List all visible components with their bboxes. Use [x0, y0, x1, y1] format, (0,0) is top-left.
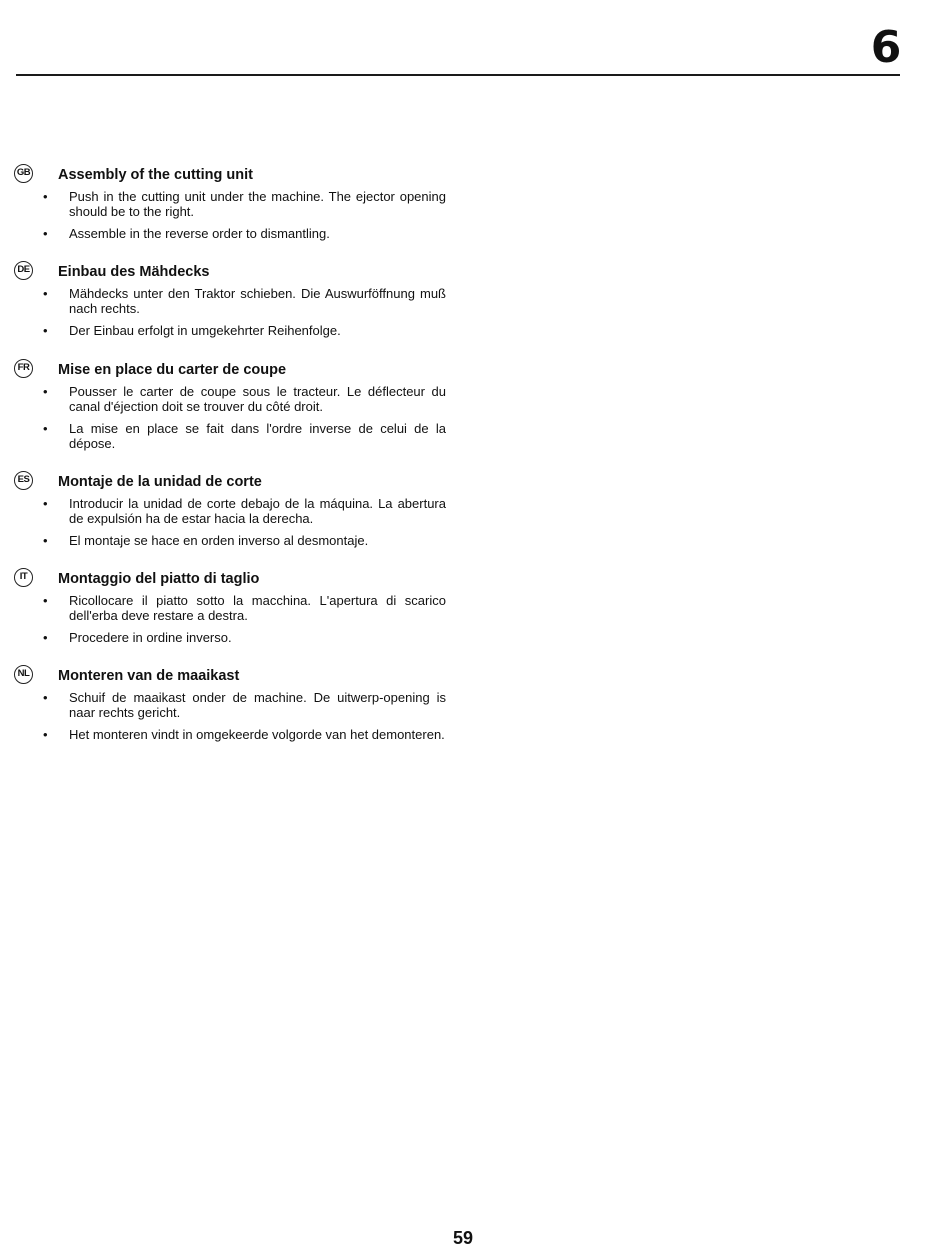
list-item: • Push in the cutting unit under the machine. The ejector opening should be to the right. [43, 189, 446, 219]
section-it [14, 571, 446, 652]
list-item: • Procedere in ordine inverso. [43, 630, 232, 645]
section-title: Assembly of the cutting unit [58, 167, 253, 183]
section-title: Montaggio del piatto di taglio [58, 571, 260, 587]
header-rule [16, 74, 900, 76]
bullet-icon: • [43, 286, 48, 301]
section-title: Monteren van de maaikast [58, 668, 240, 684]
section-de [14, 264, 446, 345]
section-header [14, 264, 446, 286]
section-title: Mise en place du carter de coupe [58, 362, 287, 378]
section-header [14, 668, 446, 690]
bullet-icon: • [43, 189, 48, 204]
section-title: Einbau des Mähdecks [58, 264, 210, 280]
bullet-icon: • [43, 226, 48, 241]
list-item: • Assemble in the reverse order to dismantling. [43, 226, 330, 241]
list-item: • Pousser le carter de coupe sous le tracteur. Le déflecteur du canal d'éjection doit se trouver du côté droit. [43, 384, 446, 414]
section-header [14, 474, 446, 496]
language-badge-it-icon: IT [14, 568, 33, 587]
bullet-icon: • [43, 630, 48, 645]
section-nl [14, 668, 446, 749]
section-es [14, 474, 446, 555]
section-gb [14, 167, 446, 248]
bullet-icon: • [43, 496, 48, 511]
list-item: • Der Einbau erfolgt in umgekehrter Reihenfolge. [43, 323, 341, 338]
bullet-icon: • [43, 727, 48, 742]
language-badge-de-icon: DE [14, 261, 33, 280]
bullet-icon: • [43, 421, 48, 436]
bullet-icon: • [43, 593, 48, 608]
instruction-list [14, 384, 446, 451]
page-number: 59 [452, 1228, 474, 1248]
list-item: • Het monteren vindt in omgekeerde volgorde van het demonteren. [43, 727, 445, 742]
instruction-list [14, 496, 446, 548]
bullet-icon: • [43, 384, 48, 399]
section-fr [14, 362, 446, 458]
bullet-icon: • [43, 533, 48, 548]
bullet-icon: • [43, 690, 48, 705]
list-item: • Introducir la unidad de corte debajo de la máquina. La abertura de expulsión ha de estar hacia la derecha. [43, 496, 446, 526]
list-item: • El montaje se hace en orden inverso al desmontaje. [43, 533, 369, 548]
language-badge-gb-icon: GB [14, 164, 33, 183]
language-badge-nl-icon: NL [14, 665, 33, 684]
section-header [14, 362, 446, 384]
section-header [14, 167, 446, 189]
instruction-list [14, 593, 446, 645]
language-badge-fr-icon: FR [14, 359, 33, 378]
list-item: • La mise en place se fait dans l'ordre inverse de celui de la dépose. [43, 421, 446, 451]
chapter-number: 6 [870, 22, 902, 73]
list-item: • Mähdecks unter den Traktor schieben. Die Auswurföffnung muß nach rechts. [43, 286, 446, 316]
instruction-list [14, 189, 446, 241]
section-title: Montaje de la unidad de corte [58, 474, 262, 490]
instruction-list [14, 690, 446, 742]
bullet-icon: • [43, 323, 48, 338]
language-badge-es-icon: ES [14, 471, 33, 490]
section-header [14, 571, 446, 593]
list-item: • Ricollocare il piatto sotto la macchina. L'apertura di scarico dell'erba deve restare a destra. [43, 593, 446, 623]
instruction-list [14, 286, 446, 338]
list-item: • Schuif de maaikast onder de machine. De uitwerp-opening is naar rechts gericht. [43, 690, 446, 720]
